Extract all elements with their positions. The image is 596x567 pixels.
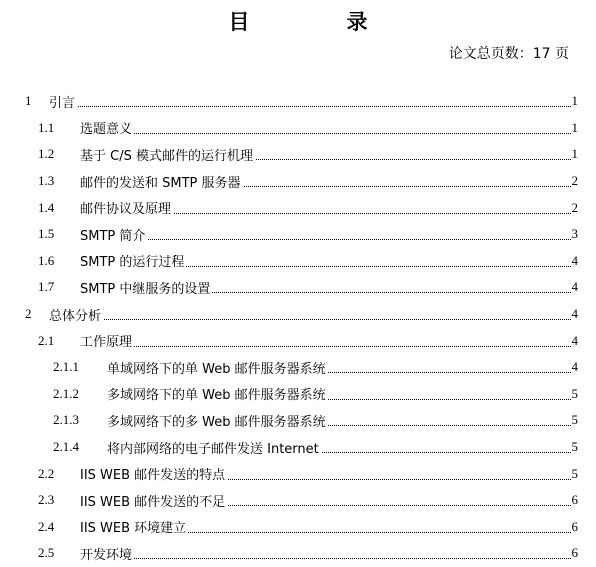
toc-entry-number: 2.1.4 bbox=[53, 439, 79, 455]
toc-entry-number: 1.6 bbox=[38, 252, 55, 268]
table-of-contents bbox=[0, 88, 596, 567]
toc-entry[interactable] bbox=[0, 168, 596, 195]
toc-entry[interactable] bbox=[0, 88, 596, 115]
toc-entry-page: 1 bbox=[571, 146, 578, 162]
toc-entry-number: 1.1 bbox=[38, 119, 55, 135]
toc-entry[interactable] bbox=[0, 487, 596, 514]
toc-entry-number: 2.1.1 bbox=[53, 359, 79, 375]
toc-entry-title: 单域网络下的单 Web 邮件服务器系统 bbox=[107, 358, 328, 377]
toc-entry[interactable] bbox=[0, 381, 596, 408]
toc-entry-title: 工作原理 bbox=[80, 331, 134, 350]
toc-leader-dots bbox=[80, 132, 571, 134]
toc-entry-number: 2.3 bbox=[38, 492, 55, 508]
toc-entry[interactable] bbox=[0, 141, 596, 168]
toc-entry-number: 1.2 bbox=[38, 146, 55, 162]
toc-entry-page: 4 bbox=[571, 332, 578, 348]
toc-entry-title: 邮件协议及原理 bbox=[80, 198, 173, 217]
toc-entry-number: 2.1 bbox=[38, 332, 55, 348]
toc-entry-page: 4 bbox=[571, 359, 578, 375]
toc-entry-page: 1 bbox=[571, 93, 578, 109]
toc-entry-page: 5 bbox=[571, 465, 578, 481]
page-count-label: 论文总页数：17 页 bbox=[448, 46, 569, 62]
toc-entry-title: 选题意义 bbox=[80, 118, 134, 137]
toc-entry-page: 5 bbox=[571, 412, 578, 428]
toc-entry-title: SMTP 中继服务的设置 bbox=[80, 278, 212, 297]
toc-entry-page: 6 bbox=[571, 518, 578, 534]
toc-entry-title: IIS WEB 邮件发送的不足 bbox=[80, 491, 227, 510]
toc-entry-title: IIS WEB 环境建立 bbox=[80, 517, 188, 536]
toc-entry-number: 1.3 bbox=[38, 173, 55, 189]
toc-entry-number: 2.1.2 bbox=[53, 385, 79, 401]
toc-entry-title: 总体分析 bbox=[49, 305, 103, 324]
toc-entry[interactable] bbox=[0, 248, 596, 275]
toc-entry-title: 多域网络下的单 Web 邮件服务器系统 bbox=[107, 384, 328, 403]
toc-entry[interactable] bbox=[0, 221, 596, 248]
toc-entry-number: 2 bbox=[25, 306, 32, 322]
toc-leader-dots bbox=[49, 318, 571, 320]
toc-entry[interactable] bbox=[0, 115, 596, 142]
toc-entry-title: 基于 C/S 模式邮件的运行机理 bbox=[80, 145, 255, 164]
toc-entry-page: 6 bbox=[571, 492, 578, 508]
toc-entry-title: 邮件的发送和 SMTP 服务器 bbox=[80, 172, 243, 191]
toc-entry-title: 将内部网络的电子邮件发送 Internet bbox=[107, 438, 321, 457]
toc-entry-page: 2 bbox=[571, 173, 578, 189]
toc-entry-title: SMTP 的运行过程 bbox=[80, 251, 186, 270]
toc-entry-page: 1 bbox=[571, 119, 578, 135]
toc-entry-title: IIS WEB 邮件发送的特点 bbox=[80, 464, 227, 483]
toc-entry-page: 4 bbox=[571, 279, 578, 295]
toc-entry-number: 2.5 bbox=[38, 545, 55, 561]
toc-entry-title: 多域网络下的多 Web 邮件服务器系统 bbox=[107, 411, 328, 430]
toc-entry[interactable] bbox=[0, 301, 596, 328]
toc-leader-dots bbox=[80, 557, 571, 559]
toc-entry-number: 1.5 bbox=[38, 226, 55, 242]
toc-entry[interactable] bbox=[0, 434, 596, 461]
toc-entry-number: 2.1.3 bbox=[53, 412, 79, 428]
toc-entry[interactable] bbox=[0, 407, 596, 434]
toc-leader-dots bbox=[80, 345, 571, 347]
toc-entry-page: 5 bbox=[571, 385, 578, 401]
toc-entry[interactable] bbox=[0, 354, 596, 381]
toc-entry[interactable] bbox=[0, 274, 596, 301]
toc-entry[interactable] bbox=[0, 460, 596, 487]
toc-leader-dots bbox=[49, 105, 571, 107]
toc-entry[interactable] bbox=[0, 327, 596, 354]
toc-entry[interactable] bbox=[0, 194, 596, 221]
toc-entry-page: 5 bbox=[571, 439, 578, 455]
toc-entry[interactable] bbox=[0, 514, 596, 541]
toc-entry-title: 开发环境 bbox=[80, 544, 134, 563]
toc-entry-title: SMTP 简介 bbox=[80, 225, 147, 244]
toc-entry-page: 2 bbox=[571, 199, 578, 215]
toc-entry-number: 2.4 bbox=[38, 518, 55, 534]
toc-entry[interactable] bbox=[0, 540, 596, 567]
toc-leader-dots bbox=[80, 238, 571, 240]
toc-entry-page: 4 bbox=[571, 252, 578, 268]
page-title: 目 录 bbox=[228, 9, 406, 34]
toc-entry-number: 1 bbox=[25, 93, 32, 109]
toc-entry-page: 4 bbox=[571, 306, 578, 322]
toc-entry-number: 1.4 bbox=[38, 199, 55, 215]
toc-entry-number: 1.7 bbox=[38, 279, 55, 295]
toc-entry-number: 2.2 bbox=[38, 465, 55, 481]
toc-entry-title: 引言 bbox=[49, 92, 77, 111]
toc-entry-page: 6 bbox=[571, 545, 578, 561]
toc-entry-page: 3 bbox=[571, 226, 578, 242]
